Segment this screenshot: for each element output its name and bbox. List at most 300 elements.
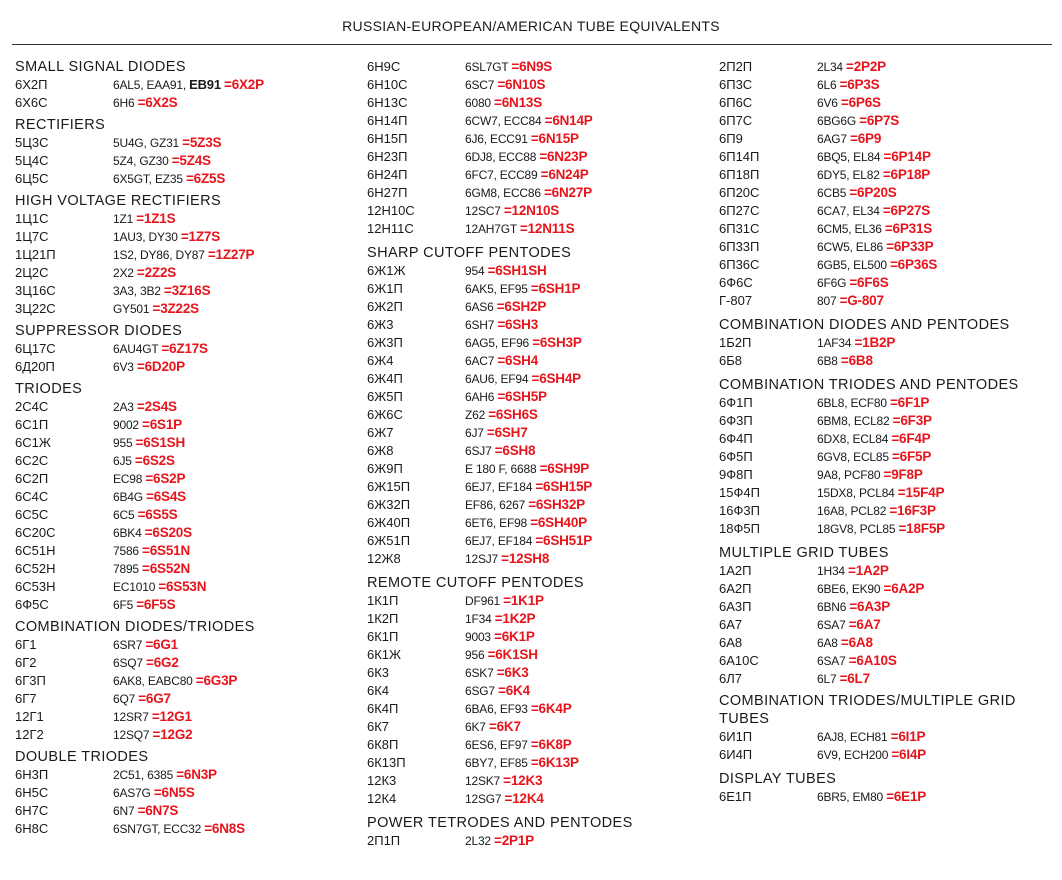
tube-row (367, 334, 712, 352)
russian-type: 6И4П (719, 747, 753, 762)
russian-type: 6Н24П (367, 167, 408, 182)
equivalents (817, 562, 889, 580)
equivalents (817, 148, 931, 166)
equivalents (465, 220, 574, 238)
tube-row (15, 542, 360, 560)
russian-type: 6П9 (719, 131, 743, 146)
russian-type: 6С51Н (15, 543, 56, 558)
western-equivalents: 6Q7 (113, 692, 136, 706)
western-equivalents: 6H6 (113, 96, 135, 110)
russian-type: 6А7 (719, 617, 743, 632)
transliterated-designation: =6X2P (224, 77, 264, 92)
tube-row (15, 596, 360, 614)
tube-row (367, 316, 712, 334)
russian-type: 1К2П (367, 611, 399, 626)
western-equivalents: 6CW5, EL86 (817, 240, 884, 254)
western-equivalents: 6EJ7, EF184 (465, 534, 533, 548)
russian-type: 6П20С (719, 185, 760, 200)
western-equivalents: 6L7 (817, 672, 837, 686)
western-equivalents: EF86, 6267 (465, 498, 526, 512)
russian-type: 6А10С (719, 653, 759, 668)
western-equivalents: 5U4G, GZ31 (113, 136, 180, 150)
equivalents (465, 532, 592, 550)
equivalents (113, 416, 182, 434)
western-equivalents: 12SK7 (465, 774, 501, 788)
tube-row (367, 700, 712, 718)
equivalents (465, 262, 547, 280)
russian-type: 6П36С (719, 257, 760, 272)
section (15, 618, 360, 744)
western-equivalents: 6F6G (817, 276, 847, 290)
russian-type: 12Ж8 (367, 551, 401, 566)
tube-row (719, 728, 1059, 746)
western-equivalents: GY501 (113, 302, 150, 316)
tube-row (367, 298, 712, 316)
transliterated-designation: =12G2 (152, 727, 193, 742)
equivalents (113, 672, 237, 690)
transliterated-designation: =6K1SH (487, 647, 538, 662)
russian-type: 6Ц17С (15, 341, 56, 356)
western-equivalents: 6AL5, EAA91, (113, 78, 186, 92)
equivalents (113, 506, 177, 524)
russian-type: 6Г2 (15, 655, 37, 670)
tube-row (15, 358, 360, 376)
western-equivalents: 6GB5, EL500 (817, 258, 887, 272)
tube-row (367, 550, 712, 568)
western-equivalents: 6SH7 (465, 318, 495, 332)
transliterated-designation: =6S51N (142, 543, 191, 558)
transliterated-designation: =6SH32P (528, 497, 585, 512)
russian-type: 6Ф5П (719, 449, 753, 464)
transliterated-designation: =3Z22S (152, 301, 199, 316)
tube-row (15, 152, 360, 170)
russian-type: 6С2П (15, 471, 49, 486)
tube-row (367, 628, 712, 646)
section (367, 58, 712, 238)
tube-row (719, 466, 1059, 484)
western-equivalents: 6AC7 (465, 354, 495, 368)
russian-type: 6Ж7 (367, 425, 394, 440)
western-equivalents: 18GV8, PCL85 (817, 522, 896, 536)
section-heading: MULTIPLE GRID TUBES (719, 545, 889, 561)
equivalents (817, 94, 881, 112)
western-equivalents: 15DX8, PCL84 (817, 486, 895, 500)
tube-row (719, 220, 1059, 238)
western-equivalents: 1AF34 (817, 336, 852, 350)
equivalents (113, 488, 186, 506)
russian-type: 6Н23П (367, 149, 408, 164)
equivalents (817, 728, 925, 746)
russian-type: 6Ж8 (367, 443, 394, 458)
equivalents (465, 94, 542, 112)
equivalents (817, 256, 937, 274)
tube-row (367, 220, 712, 238)
transliterated-designation: =6N23P (539, 149, 588, 164)
equivalents (465, 184, 592, 202)
equivalents (465, 388, 547, 406)
western-equivalents: E 180 F, 6688 (465, 462, 537, 476)
equivalents (817, 394, 929, 412)
russian-type: 6А3П (719, 599, 752, 614)
russian-type: 6Н3П (15, 767, 49, 782)
russian-type: 6Н7С (15, 803, 49, 818)
transliterated-designation: =6N3P (176, 767, 217, 782)
equivalents (465, 646, 538, 664)
equivalents (465, 610, 535, 628)
transliterated-designation: =6S1P (142, 417, 182, 432)
russian-type: 6С4С (15, 489, 49, 504)
western-equivalents: 6SQ7 (113, 656, 143, 670)
tube-row (15, 784, 360, 802)
russian-type: 12К4 (367, 791, 397, 806)
western-equivalents: 6SC7 (465, 78, 495, 92)
western-equivalents: 6GM8, ECC86 (465, 186, 541, 200)
russian-type: 6П7С (719, 113, 753, 128)
western-equivalents: 6BA6, EF93 (465, 702, 528, 716)
russian-type: 6Ж5П (367, 389, 403, 404)
russian-type: 6С1П (15, 417, 49, 432)
equivalents (113, 726, 192, 744)
transliterated-designation: =6P27S (882, 203, 931, 218)
transliterated-designation: =12K3 (503, 773, 543, 788)
western-equivalents: 6CA7, EL34 (817, 204, 880, 218)
tube-row (367, 130, 712, 148)
russian-type: 6Г7 (15, 691, 37, 706)
equivalents (113, 636, 178, 654)
section-heading: DISPLAY TUBES (719, 771, 837, 787)
equivalents (113, 802, 178, 820)
western-equivalents: 6ES6, EF97 (465, 738, 528, 752)
tube-row (367, 754, 712, 772)
section (15, 58, 360, 112)
tube-row (15, 672, 360, 690)
transliterated-designation: =6S1SH (135, 435, 186, 450)
equivalents (113, 470, 185, 488)
western-equivalents: 6AU4GT (113, 342, 159, 356)
equivalents (817, 130, 881, 148)
equivalents (465, 628, 535, 646)
russian-type: 6Ж2П (367, 299, 403, 314)
transliterated-designation: =6SH3 (497, 317, 539, 332)
transliterated-designation: =6S2P (145, 471, 186, 486)
russian-type: 15Ф4П (719, 485, 760, 500)
western-equivalents: 6J5 (113, 454, 132, 468)
transliterated-designation: =12G1 (151, 709, 192, 724)
russian-type: 6П33П (719, 239, 760, 254)
transliterated-designation: =6D20P (136, 359, 185, 374)
section-heading: REMOTE CUTOFF PENTODES (367, 575, 584, 591)
section (719, 58, 1059, 310)
western-equivalents: 3A3, 3B2 (113, 284, 161, 298)
tube-row (15, 300, 360, 318)
tube-row (367, 772, 712, 790)
equivalents (465, 58, 552, 76)
equivalents (113, 210, 175, 228)
tube-row (367, 58, 712, 76)
tube-row (719, 76, 1059, 94)
tube-row (367, 76, 712, 94)
transliterated-designation: =6A10S (848, 653, 897, 668)
equivalents (113, 452, 175, 470)
western-equivalents: 6A8 (817, 636, 838, 650)
western-equivalents: 6BE6, EK90 (817, 582, 881, 596)
russian-type: 12К3 (367, 773, 397, 788)
transliterated-designation: =6G7 (138, 691, 171, 706)
tube-row (719, 334, 1059, 352)
transliterated-designation: =6SH40P (530, 515, 587, 530)
tube-row (719, 256, 1059, 274)
russian-type: 2Ц2С (15, 265, 49, 280)
tube-row (15, 802, 360, 820)
tube-row (367, 514, 712, 532)
transliterated-designation: =6G2 (146, 655, 179, 670)
tube-row (719, 652, 1059, 670)
tube-row (15, 726, 360, 744)
equivalents (817, 520, 945, 538)
equivalents (817, 202, 930, 220)
equivalents (465, 718, 521, 736)
tube-row (15, 94, 360, 112)
western-equivalents: DF961 (465, 594, 501, 608)
transliterated-designation: =6N10S (497, 77, 546, 92)
equivalents (113, 596, 175, 614)
russian-type: 6Н5С (15, 785, 49, 800)
russian-type: 6Н15П (367, 131, 408, 146)
russian-type: 6Ж4 (367, 353, 394, 368)
transliterated-designation: =6SH3P (532, 335, 582, 350)
transliterated-designation: =6SH5P (497, 389, 547, 404)
western-equivalents: EC98 (113, 472, 143, 486)
tube-row (15, 470, 360, 488)
western-equivalents: 6SL7GT (465, 60, 509, 74)
equivalents (817, 598, 890, 616)
russian-type: 6П31С (719, 221, 760, 236)
tube-row (15, 452, 360, 470)
russian-type: 1К1П (367, 593, 399, 608)
tube-row (367, 592, 712, 610)
russian-type: 16Ф3П (719, 503, 760, 518)
russian-type: 6Ф3П (719, 413, 753, 428)
equivalents (817, 652, 897, 670)
transliterated-designation: =6P9 (850, 131, 882, 146)
tube-row (367, 262, 712, 280)
western-equivalents: 6B4G (113, 490, 143, 504)
transliterated-designation: =6X2S (137, 95, 178, 110)
tube-row (719, 788, 1059, 806)
russian-type: 6Е1П (719, 789, 752, 804)
transliterated-designation: =2Z2S (136, 265, 177, 280)
russian-type: 6Ж1П (367, 281, 403, 296)
transliterated-designation: =6SH1P (530, 281, 581, 296)
tube-row (15, 228, 360, 246)
russian-type: 6Н13С (367, 95, 408, 110)
russian-type: 6Г1 (15, 637, 37, 652)
section-heading: HIGH VOLTAGE RECTIFIERS (15, 193, 222, 209)
western-equivalents: 12SJ7 (465, 552, 499, 566)
western-equivalents: 1AU3, DY30 (113, 230, 178, 244)
transliterated-designation: =6S2S (134, 453, 175, 468)
russian-type: 6Ж40П (367, 515, 411, 530)
western-equivalents: 9002 (113, 418, 139, 432)
equivalents (817, 76, 879, 94)
equivalents (817, 746, 926, 764)
tube-row (719, 112, 1059, 130)
equivalents (465, 478, 592, 496)
western-equivalents: 6BQ5, EL84 (817, 150, 881, 164)
russian-type: 6Ф1П (719, 395, 753, 410)
transliterated-designation: =1Z27P (207, 247, 255, 262)
equivalents (113, 690, 171, 708)
equivalents (113, 228, 220, 246)
tube-row (719, 238, 1059, 256)
western-equivalents: 6SA7 (817, 618, 846, 632)
tube-row (367, 148, 712, 166)
transliterated-designation: =6SH2P (496, 299, 547, 314)
transliterated-designation: =6L7 (839, 671, 870, 686)
transliterated-designation: =3Z16S (163, 283, 211, 298)
transliterated-designation: =2S4S (136, 399, 177, 414)
western-equivalents: 6CM5, EL36 (817, 222, 882, 236)
russian-type: 6С52Н (15, 561, 56, 576)
section (15, 380, 360, 614)
transliterated-designation: =12N10S (503, 203, 560, 218)
tube-row (719, 670, 1059, 688)
russian-type: 6Х6С (15, 95, 48, 110)
russian-type: 6С20С (15, 525, 56, 540)
western-equivalents: 6SR7 (113, 638, 143, 652)
russian-type: 6Ж6С (367, 407, 403, 422)
tube-row (15, 708, 360, 726)
equivalents (113, 708, 192, 726)
russian-type: 6К7 (367, 719, 390, 734)
russian-type: 1Ц1С (15, 211, 49, 226)
russian-type: 6Н27П (367, 185, 408, 200)
transliterated-designation: =6SH6S (488, 407, 538, 422)
transliterated-designation: =1Z7S (180, 229, 221, 244)
transliterated-designation: =6I4P (891, 747, 926, 762)
tube-row (15, 134, 360, 152)
tube-row (719, 580, 1059, 598)
tube-row (719, 484, 1059, 502)
transliterated-designation: =6K4P (530, 701, 572, 716)
equivalents (113, 578, 206, 596)
russian-type: 6К1Ж (367, 647, 402, 662)
section-heading: SMALL SIGNAL DIODES (15, 59, 186, 75)
russian-type: 6П3С (719, 77, 753, 92)
tube-row (719, 274, 1059, 292)
transliterated-designation: =6F5S (136, 597, 176, 612)
russian-type: 1Ц21П (15, 247, 56, 262)
equivalents (113, 282, 210, 300)
western-equivalents: 6B8 (817, 354, 838, 368)
transliterated-designation: =6N15P (530, 131, 579, 146)
western-equivalents: 6J6, ECC91 (465, 132, 528, 146)
equivalents (465, 550, 549, 568)
equivalents (113, 820, 245, 838)
western-equivalents: 6FC7, ECC89 (465, 168, 538, 182)
transliterated-designation: =18F5P (898, 521, 945, 536)
equivalents (113, 654, 179, 672)
equivalents (817, 334, 895, 352)
transliterated-designation: =6P20S (849, 185, 897, 200)
tube-row (367, 424, 712, 442)
transliterated-designation: =6SH4P (531, 371, 581, 386)
equivalents (817, 502, 936, 520)
western-equivalents: 6SJ7 (465, 444, 492, 458)
russian-type: 12Н10С (367, 203, 415, 218)
equivalents (465, 736, 572, 754)
russian-type: 6Ж1Ж (367, 263, 406, 278)
section (367, 244, 712, 568)
equivalents (113, 560, 190, 578)
tube-row (719, 58, 1059, 76)
transliterated-designation: =6N13S (494, 95, 543, 110)
equivalents (113, 398, 177, 416)
tube-row (719, 616, 1059, 634)
russian-type: 6Н10С (367, 77, 408, 92)
transliterated-designation: =2P1P (494, 833, 534, 848)
tube-row (367, 832, 712, 850)
equivalents (817, 58, 886, 76)
equivalents (113, 264, 176, 282)
section (15, 748, 360, 838)
transliterated-designation: =6K4 (498, 683, 530, 698)
section (367, 574, 712, 808)
equivalents (465, 148, 587, 166)
tube-row (719, 148, 1059, 166)
russian-type: 6А8 (719, 635, 743, 650)
western-equivalents: 12SR7 (113, 710, 149, 724)
equivalents (113, 784, 195, 802)
section (367, 814, 712, 850)
tube-row (15, 488, 360, 506)
transliterated-designation: =6SH51P (535, 533, 593, 548)
transliterated-designation: =6P31S (884, 221, 933, 236)
transliterated-designation: =6G3P (195, 673, 238, 688)
western-equivalents: 2X2 (113, 266, 134, 280)
equivalents (113, 300, 199, 318)
russian-type: 1А2П (719, 563, 752, 578)
russian-type: 18Ф5П (719, 521, 760, 536)
transliterated-designation: =6B8 (840, 353, 873, 368)
tube-row (15, 820, 360, 838)
russian-type: 6С1Ж (15, 435, 51, 450)
transliterated-designation: =5Z4S (171, 153, 211, 168)
russian-type: 6Ц5С (15, 171, 49, 186)
russian-type: 6П27С (719, 203, 760, 218)
equivalents (465, 130, 579, 148)
section-heading: SHARP CUTOFF PENTODES (367, 245, 572, 261)
tube-row (15, 76, 360, 94)
transliterated-designation: =G-807 (839, 293, 884, 308)
equivalents (817, 484, 944, 502)
transliterated-designation: =1B2P (854, 335, 896, 350)
tube-row (15, 170, 360, 188)
russian-type: 6Ж3П (367, 335, 403, 350)
transliterated-designation: =6G1 (145, 637, 178, 652)
equivalents (817, 616, 881, 634)
transliterated-designation: =6K7 (488, 719, 521, 734)
western-equivalents: Z62 (465, 408, 486, 422)
transliterated-designation: =6N7S (137, 803, 179, 818)
transliterated-designation: =6F1P (889, 395, 930, 410)
russian-type: 5Ц4С (15, 153, 49, 168)
tube-row (367, 370, 712, 388)
western-equivalents: 5Z4, GZ30 (113, 154, 169, 168)
section-heading: COMBINATION TRIODES/MULTIPLE GRID TUBES (719, 693, 1016, 727)
western-equivalents: 6DJ8, ECC88 (465, 150, 537, 164)
western-equivalents: 955 (113, 436, 133, 450)
